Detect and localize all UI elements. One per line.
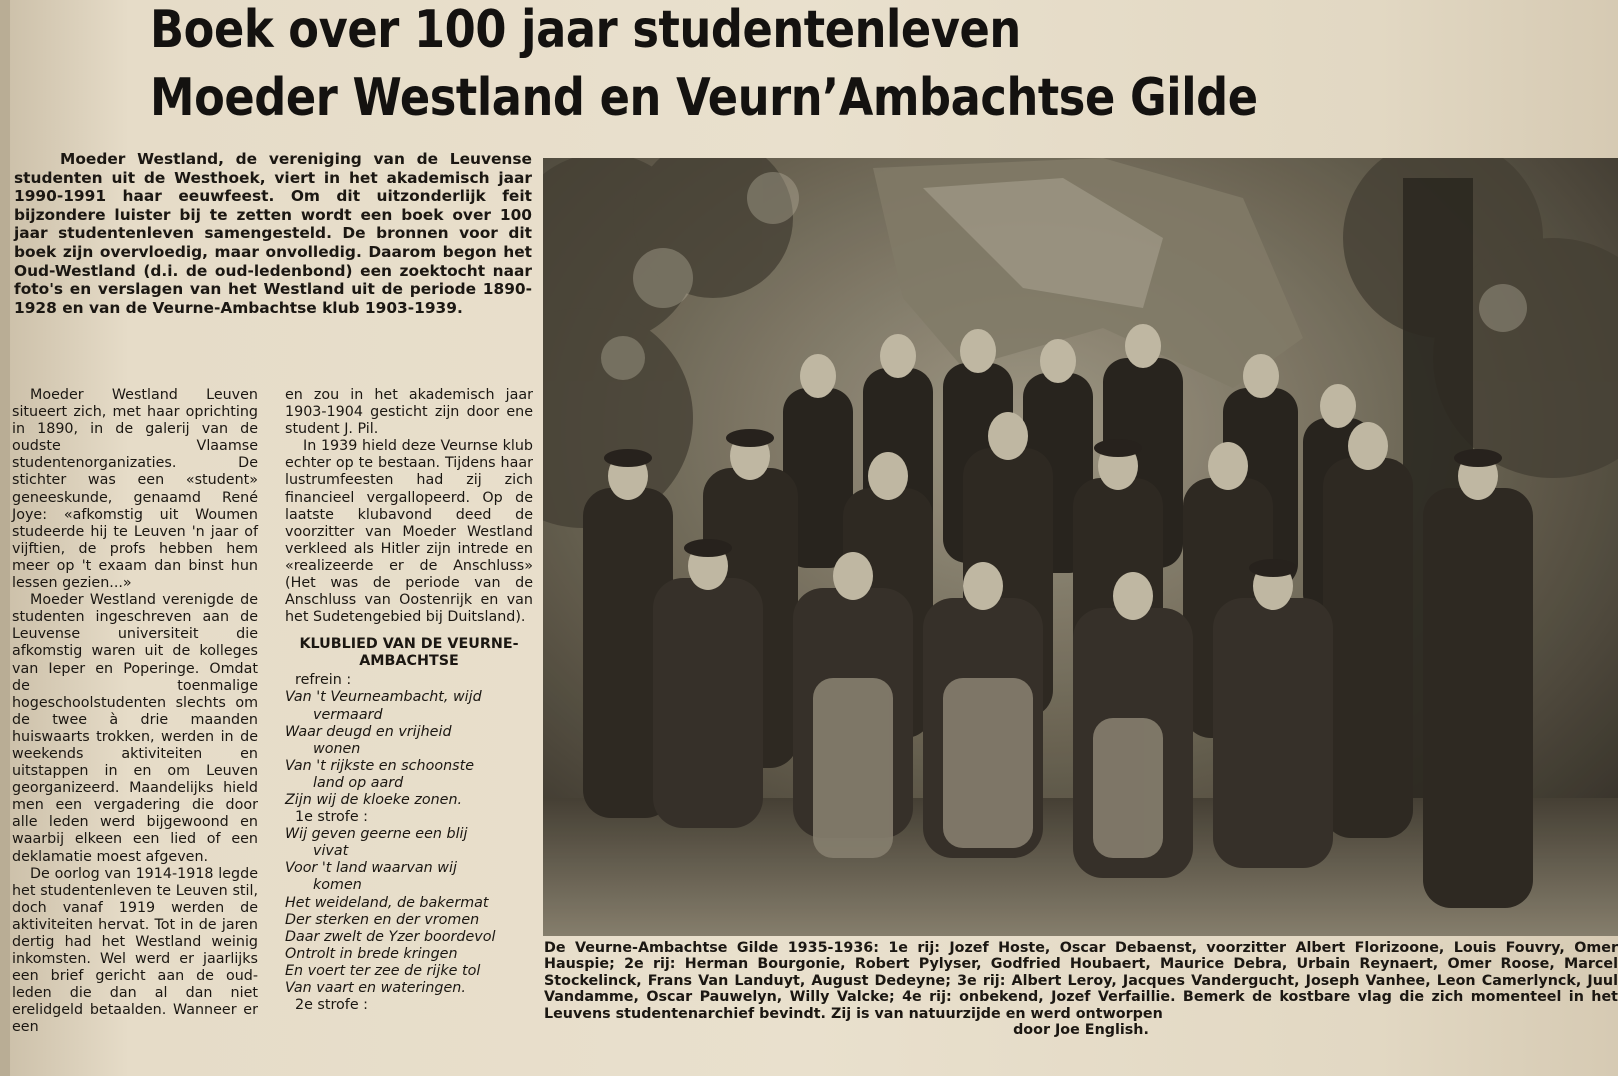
song-line: vivat [313,843,349,860]
song-line: Van 't rijkste en schoonste [285,757,474,774]
column-1-paragraph-1: Moeder Westland Leuven situeert zich, met haar oprichting in 1890, in de galerij van de oudste Vlaamse studentenorganizaties. De stichter was een «student» geneeskunde, genaamd René Joye: «afkomstig uit Woumen studeerde hij te Leuven 'n jaar of vijftien, de profs hebben hem meer op 't exaam dan binst hun lessen gezien...» [12,387,258,592]
song-line: Der sterken en der vromen [285,911,480,928]
column-2-paragraph-2: In 1939 hield deze Veurnse klub echter op te bestaan. Tijdens haar lustrumfeesten had zij zich financieel vergallopeerd. Op de laatste klubavond deed de voorzitter van Moeder Westland verkleed als Hitler zijn intrede en «realizeerde er de Anschluss» (Het was de periode van de Anschluss van Oostenrijk en van het Sudetengebied bij Duitsland). [285,438,533,626]
headline-line-1: Boek over 100 jaar studentenleven [150,0,1021,60]
photo-caption [544,940,1618,1038]
song-line: Wij geven geerne een blij [285,826,468,843]
song-title: KLUBLIED VAN DE VEURNE-AMBACHTSE [299,636,519,670]
intro-paragraph: Moeder Westland, de vereniging van de Leuvense studenten uit de Westhoek, viert in het akademisch jaar 1990-1991 haar eeuwfeest. Om dit uitzonderlijk feit bijzondere luister bij te zetten wordt een boek over 100 jaar studentenleven samengesteld. De bronnen voor dit boek zijn overvloedig, maar onvolledig. Daarom begon het Oud-Westland (d.i. de oud-ledenbond) een zoektocht naar foto's en verslagen van het Westland uit de periode 1890-1928 en van de Veurne-Ambachtse klub 1903-1939. [14,150,532,317]
song-line: land op aard [313,774,404,791]
paper-edge [0,0,10,1076]
column-2-paragraph-1: en zou in het akademisch jaar 1903-1904 gesticht zijn door ene student J. Pil. [285,387,533,438]
song-line: Zijn wij de kloeke zonen. [285,791,463,808]
song-line: Waar deugd en vrijheid [285,723,452,740]
song-line: Daar zwelt de Yzer boordevol [285,928,496,945]
song-line: vermaard [313,706,383,723]
column-1-paragraph-2: Moeder Westland verenigde de studenten ingeschreven aan de Leuvense universiteit die afkomstig waren uit de kolleges van Ieper en Poperinge. Omdat de toenmalige hogeschoolstudenten slechts om de twee à drie maanden huiswaarts trokken, werden in de weekends aktiviteiten en uitstappen in en om Leuven georganizeerd. Maandelijks hield men een vergadering die door alle leden werd bijgewoond en waarbij elkeen een lied of een deklamatie moest afgeven. [12,592,258,865]
column-1-paragraph-3: De oorlog van 1914-1918 legde het studentenleven te Leuven stil, doch vanaf 1919 werden de aktiviteiten hervat. Tot in de jaren dertig had het Westland weinig inkomsten. Wel werd er jaarlijks een brief gericht aan de oud-leden die dan al dan niet erelidgeld betaalden. Wanneer er een [12,865,258,1036]
song-line: Voor 't land waarvan wij [285,860,457,877]
club-song [285,672,533,1014]
song-line: Van 't Veurneambacht, wijd [285,689,482,706]
caption-credit: door Joe English. [1013,1022,1149,1039]
headline-line-2: Moeder Westland en Veurn’Ambachtse Gilde [150,68,1258,128]
song-line: wonen [313,740,361,757]
article-column-2 [285,387,533,1014]
song-line: Het weideland, de bakermat [285,894,489,911]
song-line: 2e strofe : [295,997,368,1014]
caption-body: 1e rij: Jozef Hoste, Oscar Debaenst, voorzitter Albert Florizoone, Louis Fouvry, Omer Hauspie; 2e rij: Herman Bourgonie, Robert Pylyser, Godfried Houbaert, Maurice Debra, Urbain Reynaert, Omer Roose, Marcel Stockelinck, Frans Van Landuyt, August Dedeyne; 3e rij: Albert Leroy, Jacques Vandergucht, Joseph Vanhee, Leon Camerlynck, Juul Vandamme, Oscar Pauwelyn, Willy Valcke; 4e rij: onbekend, Jozef Verfaillie. Bemerk de kostbare vlag die zich momenteel in het Leuvens studentenarchief bevindt. Zij is van natuurzijde en werd ontworpen [544,940,1618,1022]
song-line: Van vaart en wateringen. [285,980,466,996]
article-column-1 [12,387,258,1037]
song-line: En voert ter zee de rijke tol [285,962,481,979]
group-photo-image [543,158,1618,936]
song-line: 1e strofe : [295,809,368,826]
caption-title: De Veurne-Ambachtse Gilde 1935-1936: [544,940,879,956]
group-photo [543,158,1618,936]
song-line: komen [313,877,362,894]
song-line: refrein : [295,672,352,689]
song-line: Ontrolt in brede kringen [285,945,458,962]
